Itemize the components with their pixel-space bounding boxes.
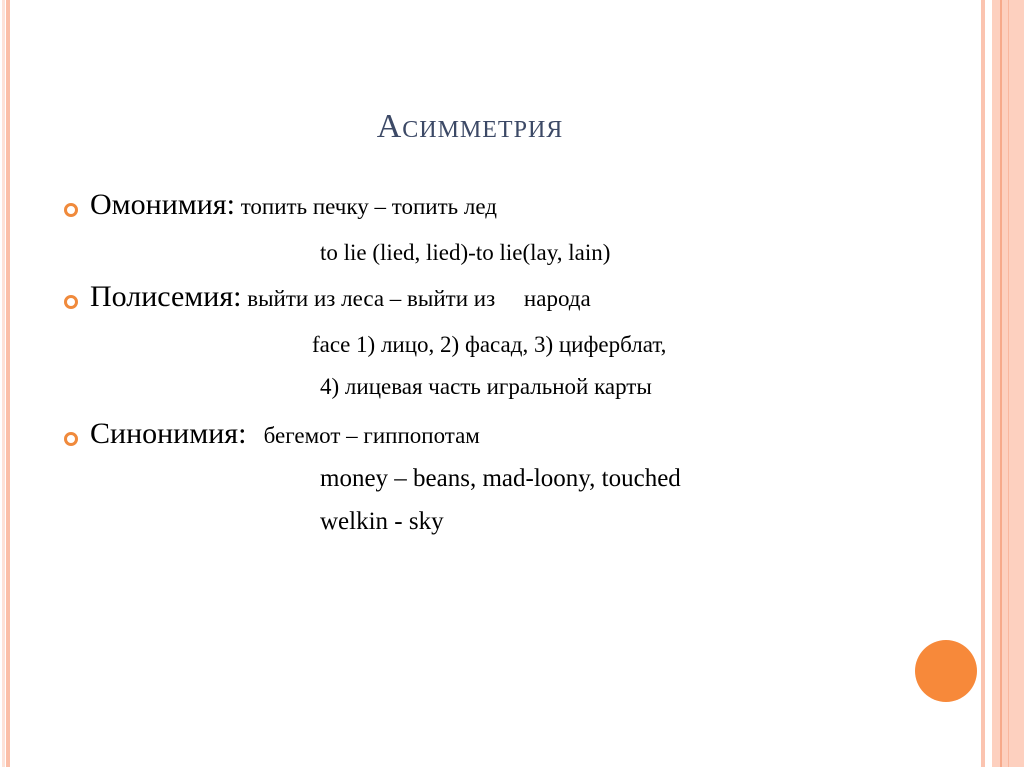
- term: Омонимия:: [90, 188, 235, 221]
- bullet-icon: [64, 432, 78, 446]
- term: Полисемия:: [90, 280, 242, 313]
- decorative-circle: [915, 640, 977, 702]
- example: 4) лицевая часть игральной карты: [320, 374, 652, 399]
- right-band-line: [1000, 0, 1002, 767]
- bullet-icon: [64, 295, 78, 309]
- example: face 1) лицо, 2) фасад, 3) циферблат,: [312, 332, 667, 357]
- term: Синонимия:: [90, 417, 247, 450]
- right-band-line: [1008, 0, 1009, 767]
- bullet-icon: [64, 203, 78, 217]
- item-homonymy: [90, 188, 497, 222]
- example: money – beans, mad-loony, touched: [320, 465, 681, 492]
- right-stripe: [981, 0, 985, 767]
- example: бегемот – гиппопотам: [263, 423, 480, 448]
- example: топить печку – топить лед: [240, 194, 497, 219]
- item-synonymy: [90, 417, 480, 451]
- item-polysemy: [90, 280, 591, 314]
- example: выйти из леса – выйти из народа: [247, 286, 591, 311]
- example: to lie (lied, lied)-to lie(lay, lain): [320, 240, 611, 265]
- example: welkin - sky: [320, 508, 444, 535]
- slide-title: Асимметрия: [376, 108, 564, 145]
